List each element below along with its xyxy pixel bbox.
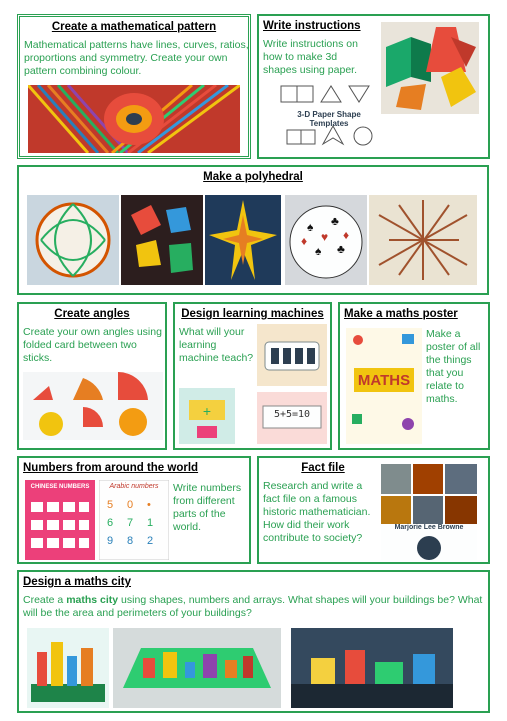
numbers-card	[17, 456, 251, 564]
factfile-card	[257, 456, 490, 564]
chinese-caption: CHINESE NUMBERS	[30, 484, 90, 490]
instructions-title: Write instructions	[263, 20, 361, 32]
instructions-card	[257, 14, 490, 159]
angles-title: Create angles	[54, 308, 130, 320]
svg-text:♣: ♣	[337, 242, 345, 256]
svg-text:♣: ♣	[331, 214, 339, 228]
poster-text: Make a poster of all the things that you relate to maths.	[426, 328, 481, 405]
city-card	[17, 570, 490, 713]
svg-text:9: 9	[107, 535, 114, 547]
polyhedral-card	[17, 165, 489, 295]
machine-display: 5+5=10	[273, 409, 311, 420]
svg-text:♠: ♠	[315, 244, 322, 258]
machine-image-1	[257, 324, 327, 386]
city-text-start: Create a	[23, 594, 67, 606]
arabic-caption: Arabic numbers	[109, 483, 159, 490]
svg-text:♦: ♦	[343, 228, 350, 242]
machines-card	[173, 302, 332, 450]
machine-image-3	[257, 392, 327, 444]
svg-text:6: 6	[107, 517, 114, 529]
numbers-text: Write numbers from different parts of the world.	[173, 482, 242, 533]
mathematicians-image	[381, 464, 477, 560]
chinese-numbers-image	[25, 480, 95, 560]
polyhedral-image-3	[205, 195, 281, 285]
city-image-1	[27, 628, 109, 708]
city-title: Design a maths city	[23, 576, 132, 588]
templates-caption: 3-D Paper Shape Templates	[297, 110, 361, 128]
polyhedral-image-1	[27, 195, 119, 285]
svg-text:•: •	[147, 499, 151, 511]
svg-text:7: 7	[127, 517, 134, 529]
svg-text:♦: ♦	[301, 234, 308, 248]
shape-templates-image	[277, 82, 381, 152]
poster-title: Make a maths poster	[344, 308, 458, 320]
machines-title: Design learning machines	[181, 308, 324, 320]
svg-text:♠: ♠	[307, 220, 314, 234]
pattern-title: Create a mathematical pattern	[51, 21, 217, 33]
angles-text: Create your own angles using folded card between two sticks.	[23, 326, 162, 364]
machines-text: What will your learning machine teach?	[179, 326, 254, 364]
polyhedral-image-5	[369, 195, 477, 285]
city-text-bold: maths city	[66, 594, 119, 606]
factfile-text: Research and write a fact file on a famous historic mathematician. How did their work contribute to society?	[263, 480, 371, 544]
machine-image-2	[179, 388, 235, 444]
polyhedral-title: Make a polyhedral	[203, 171, 303, 183]
poster-word: MATHS	[357, 372, 411, 389]
mathematician-name: Marjorie Lee Browne	[381, 524, 477, 531]
angles-card	[17, 302, 167, 450]
angles-image	[23, 372, 163, 440]
pattern-card	[17, 14, 251, 159]
svg-text:♥: ♥	[321, 230, 329, 244]
svg-text:+: +	[202, 403, 212, 419]
poster-image	[346, 328, 422, 444]
pattern-text: Mathematical patterns have lines, curves, ratios, proportions and symmetry. Create your own pattern combining colour.	[24, 39, 249, 77]
svg-text:8: 8	[127, 535, 134, 547]
pattern-image	[28, 85, 240, 153]
numbers-title: Numbers from around the world	[23, 462, 199, 474]
polyhedral-image-2	[121, 195, 203, 285]
city-image-2	[113, 628, 281, 708]
svg-text:2: 2	[147, 535, 154, 547]
paper-shapes-image	[381, 22, 479, 114]
city-text-end: using shapes, numbers and arrays. What shapes will your buildings be? What will be the area and perimeters of your buildings?	[23, 594, 483, 619]
svg-text:0: 0	[127, 499, 134, 511]
polyhedral-image-4	[285, 195, 367, 285]
instructions-text: Write instructions on how to make 3d shapes using paper.	[263, 38, 358, 76]
city-image-3	[291, 628, 453, 708]
poster-card	[338, 302, 490, 450]
svg-text:1: 1	[147, 517, 154, 529]
svg-text:5: 5	[107, 499, 114, 511]
factfile-title: Fact file	[301, 462, 345, 474]
arabic-numbers-image	[99, 480, 169, 560]
city-text	[23, 594, 485, 620]
